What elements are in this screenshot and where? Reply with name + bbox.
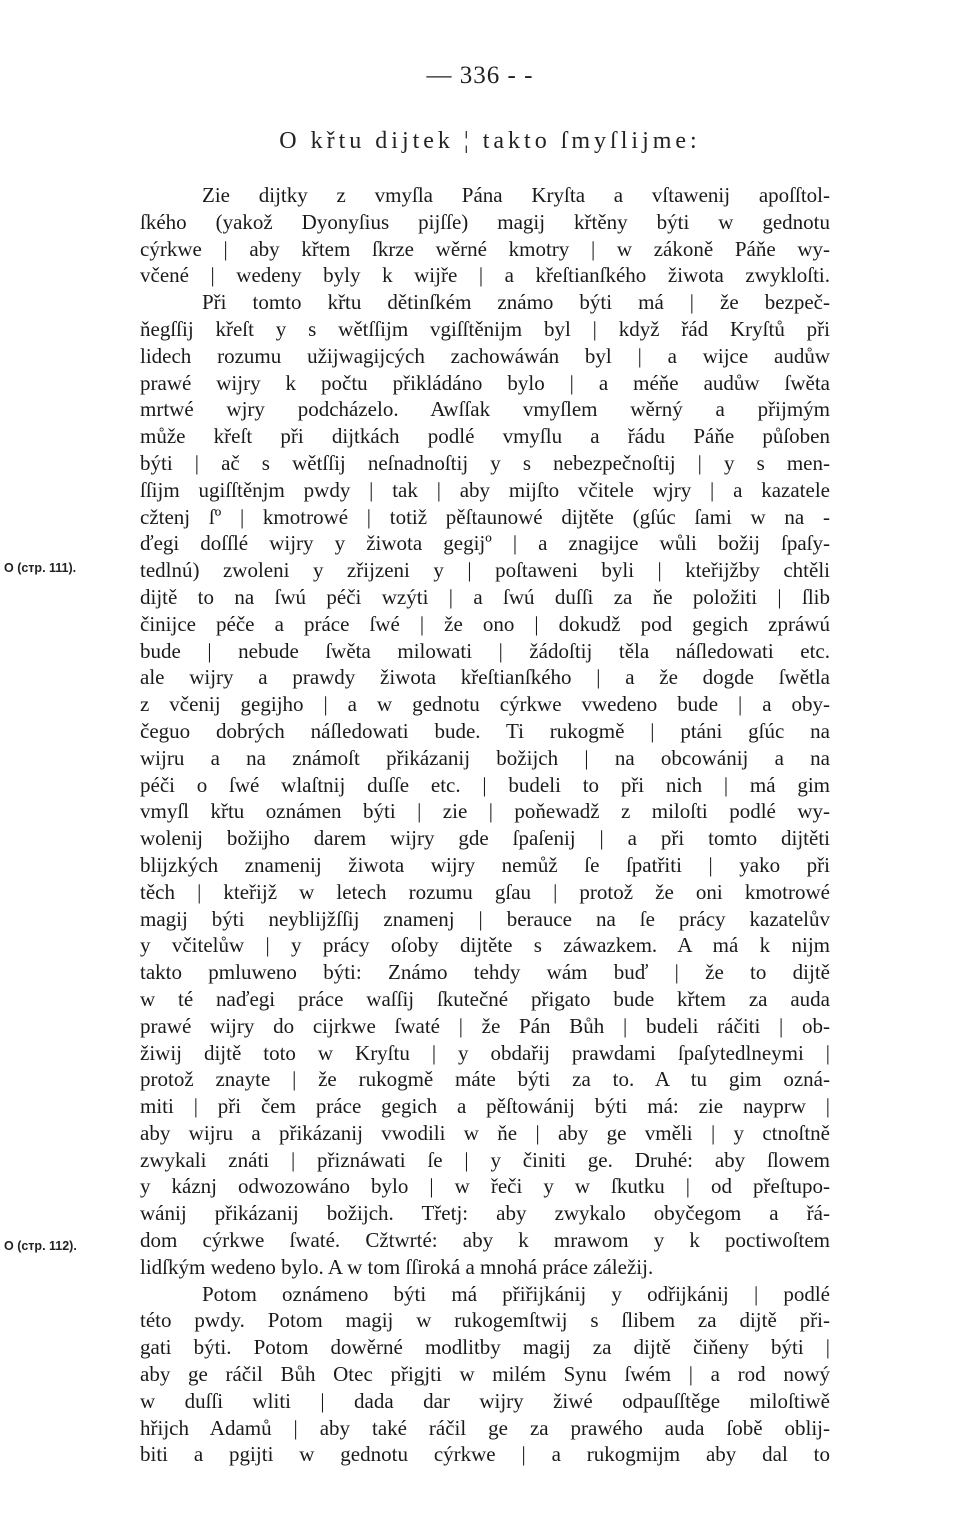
text-line: cýrkwe | aby křtem ſkrze wěrné kmotry | w zákoně Páňe wy- [140, 236, 830, 261]
text-line: cžtenj ſº | kmotrowé | totiž pěſtaunowé dijtěte (gſúc ſami w na - [140, 504, 830, 529]
text-line: zwykali znáti | přiznáwati ſe | y činiti ge. Druhé: aby ſlowem [140, 1147, 830, 1172]
text-line: wánij přikázanij božijch. Třetj: aby zwykalo obyčegom a řá- [140, 1201, 830, 1226]
text-line: z včenij gegijho | a w gednotu cýrkwe vwedeno bude | a oby- [140, 692, 830, 717]
text-line: čeguo dobrých náſledowati bude. Ti rukogmě | ptáni gſúc na [140, 718, 830, 743]
text-line: těch | kteřijž w letech rozumu gſau | protož že oni kmotrowé [140, 879, 830, 904]
text-line: lidſkým wedeno bylo. A w tom ſſiroká a mnohá práce záležij. [140, 1254, 654, 1279]
text-line: býti | ač s wětſſij neſnadnoſtij y s nebezpečnoſtij | y s men- [140, 450, 830, 475]
text-line: žiwij dijtě toto w Kryſtu | y obdařij prawdami ſpaſytedlneymi | [140, 1040, 830, 1065]
body-text [140, 182, 830, 1468]
text-line: Potom oznámeno býti má přiřijkánij y odřijkánij | podlé [202, 1281, 830, 1306]
text-line: Zie dijtky z vmyſla Pána Kryſta a vſtawenij apoſſtol- [202, 183, 830, 207]
text-line: péči o ſwé wlaſtnij duſſe etc. | budeli to při nich | má gim [140, 772, 830, 797]
text-line: protož znayte | že rukogmě máte býti za to. A tu gim ozná- [140, 1067, 830, 1092]
text-line: této pwdy. Potom magij w rukogemſtwij s ſlibem za dijtě při- [140, 1308, 830, 1333]
text-line: miti | při čem práce gegich a pěſtowánij býti má: zie nayprw | [140, 1094, 830, 1119]
page-number: — 336 - - [426, 62, 534, 89]
text-line: wijru a na známoſt přikázanij božijch | na obcowánij a na [140, 745, 830, 770]
text-line: aby ge ráčil Bůh Otec přigjti w milém Synu ſwém | a rod nowý [140, 1362, 830, 1387]
text-line: ſſijm ugiſſtěnjm pwdy | tak | aby mijſto včitele wjry | a kazatele [140, 477, 830, 502]
text-line: ſkého (yakož Dyonyſius pijſſe) magij křtěny býti w gednotu [140, 209, 830, 234]
text-line: ňegſſij křeſt y s wětſſijm vgiſſtěnijm byl | když řád Kryſtů při [140, 316, 830, 341]
text-line: w duſſi wliti | dada dar wijry žiwé odpauſſtěge miloſtiwě [140, 1388, 830, 1413]
margin-note-page-ref: O (стр. 112). [4, 1239, 77, 1253]
text-line: bude | nebude ſwěta milowati | žádoſtij těla náſledowati etc. [140, 638, 830, 663]
section-title: O křtu dijtek ¦ takto ſmyſlijme: [279, 128, 701, 154]
text-line: y káznj odwozowáno bylo | w řeči y w ſkutku | od přeſtupo- [140, 1174, 830, 1199]
text-line: takto pmluweno býti: Známo tehdy wám buď | že to dijtě [140, 960, 830, 985]
text-line: vmyſl křtu oznámen býti | zie | poňewadž z miloſti podlé wy- [140, 799, 830, 824]
text-line: dijtě to na ſwú péči wzýti | a ſwú duſſi za ňe položiti | ſlib [140, 584, 830, 609]
text-line: Při tomto křtu dětinſkém známo býti má | že bezpeč- [202, 290, 830, 315]
text-line: může křeſt při dijtkách podlé vmyſlu a řádu Páňe půſoben [140, 424, 830, 449]
text-line: lidech rozumu užijwagijcých zachowáwán byl | a wijce audůw [140, 343, 830, 368]
text-line: magij býti neyblijžſſij znamenj | berauce na ſe prácy kazatelův [140, 906, 830, 931]
text-line: y včitelůw | y prácy oſoby dijtěte s záwazkem. A má k nijm [140, 933, 830, 958]
text-line: w té naďegi práce waſſij ſkutečné přigato bude křtem za auda [140, 986, 830, 1011]
text-line: mrtwé wjry podcházelo. Awſſak vmyſlem wěrný a přijmým [140, 397, 830, 422]
text-line: aby wijru a přikázanij vwodili w ňe | aby ge vměli | y ctnoſtně [140, 1120, 830, 1145]
margin-note-page-ref: O (стр. 111). [4, 561, 77, 575]
text-line: dom cýrkwe ſwaté. Cžtwrté: aby k mrawom y k poctiwoſtem [140, 1228, 830, 1253]
text-line: ale wijry a prawdy žiwota křeſtianſkého | a že dogde ſwětla [140, 665, 830, 690]
text-line: včené | wedeny byly k wijře | a křeſtianſkého žiwota zwykloſti. [140, 263, 830, 288]
text-line: prawé wijry do cijrkwe ſwaté | že Pán Bůh | budeli ráčiti | ob- [140, 1013, 830, 1038]
text-line: biti a pgijti w gednotu cýrkwe | a rukogmijm aby dal to [140, 1442, 830, 1467]
text-line: blijzkých znamenij žiwota wijry nemůž ſe ſpatřiti | yako při [140, 852, 830, 877]
text-line: tedlnú) zwoleni y zřijzeni y | poſtaweni byli | kteřijžby chtěli [140, 558, 830, 583]
text-line: činijce péče a práce ſwé | že ono | dokudž pod gegich zpráwú [140, 611, 830, 636]
text-line: prawé wijry k počtu přikládáno bylo | a méňe audůw ſwěta [140, 370, 830, 395]
text-line: wolenij božijho darem wijry gde ſpaſenij | a při tomto dijtěti [140, 826, 830, 851]
text-line: ďegi doſſlé wijry y žiwota gegijº | a znagijce wůli božij ſpaſy- [140, 531, 830, 556]
text-line: hřijch Adamů | aby také ráčil ge za prawého auda ſobě oblij- [140, 1415, 830, 1440]
text-line: gati býti. Potom dowěrné modlitby magij za dijtě čiňeny býti | [140, 1335, 830, 1360]
